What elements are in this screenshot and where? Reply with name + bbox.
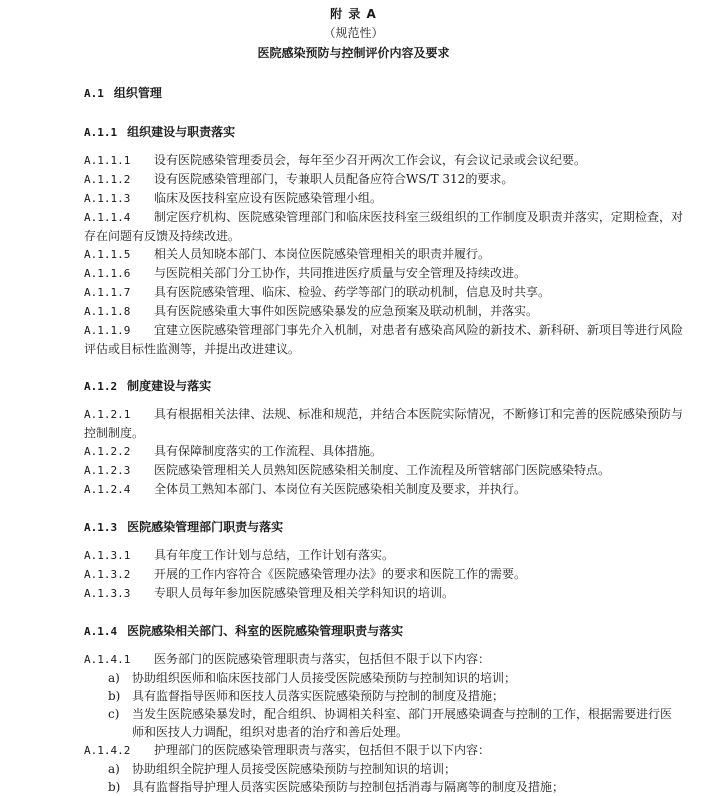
- list-text: 当发生医院感染暴发时，配合组织、协调相关科室、部门开展感染调查与控制的工作，根据需要进行医师和医技人力调配，组织对患者的治疗和善后处理。: [132, 707, 673, 739]
- list-item: [84, 687, 683, 705]
- clause-item: [84, 302, 683, 321]
- clause-text: 全体员工熟知本部门、本岗位有关医院感染相关制度及要求，并执行。: [154, 482, 527, 496]
- clause-number: A.1.2.3: [84, 464, 131, 477]
- section-number: A.1: [84, 87, 104, 100]
- clause-number: A.1.4.2: [84, 744, 131, 757]
- clause-text: 具有医院感染重大事件如医院感染暴发的应急预案及联动机制，并落实。: [154, 304, 539, 318]
- clause-number: A.1.2.4: [84, 483, 131, 496]
- section-title: 组织管理: [113, 86, 162, 100]
- clause-number: A.1.2.1: [84, 408, 131, 421]
- clause-item: [84, 442, 683, 461]
- section-heading: [84, 85, 683, 102]
- clause-number: A.1.1.1: [84, 154, 131, 167]
- subsection-title: 医院感染相关部门、科室的医院感染管理职责与落实: [127, 624, 404, 638]
- subsection-heading: [84, 378, 683, 395]
- clause-number: A.1.2.2: [84, 445, 131, 458]
- clause-item: [84, 741, 683, 760]
- clause-text: 具有医院感染管理、临床、检验、药学等部门的联动机制，信息及时共享。: [154, 285, 551, 299]
- clause-number: A.1.1.4: [84, 211, 131, 224]
- annex-label: 附 录 A: [330, 7, 377, 21]
- list-item: [84, 705, 683, 741]
- clause-text: 具有年度工作计划与总结，工作计划有落实。: [154, 548, 395, 562]
- clause-number: A.1.4.1: [84, 653, 131, 666]
- clause-number: A.1.3.3: [84, 587, 131, 600]
- clause-text: 与医院相关部门分工协作，共同推进医疗质量与安全管理及持续改进。: [154, 266, 527, 280]
- list-item: [84, 669, 683, 687]
- clause-item: [84, 283, 683, 302]
- clause-number: A.1.1.9: [84, 324, 131, 337]
- clause-text: 设有医院感染管理委员会，每年至少召开两次工作会议，有会议记录或会议纪要。: [154, 153, 587, 167]
- clause-item: [84, 461, 683, 480]
- subsection-number: A.1.1: [84, 126, 118, 139]
- clause-number: A.1.1.8: [84, 305, 131, 318]
- clause-number: A.1.1.6: [84, 267, 131, 280]
- clause-text: 专职人员每年参加医院感染管理及相关学科知识的培训。: [154, 586, 455, 600]
- clause-item: [84, 151, 683, 170]
- clause-text: 设有医院感染管理部门，专兼职人员配备应符合WS/T 312的要求。: [154, 172, 514, 186]
- list-text: 协助组织医师和临床医技部门人员接受医院感染预防与控制知识的培训；: [132, 671, 517, 685]
- subsection-number: A.1.2: [84, 380, 118, 393]
- clause-item: [84, 405, 683, 442]
- clause-text: 临床及医技科室应设有医院感染管理小组。: [154, 191, 383, 205]
- clause-item: [84, 264, 683, 283]
- clause-text: 医务部门的医院感染管理职责与落实，包括但不限于以下内容：: [154, 652, 491, 666]
- clause-item: [84, 170, 683, 189]
- list-label: a): [108, 671, 120, 685]
- clause-number: A.1.1.2: [84, 173, 131, 186]
- clause-item: [84, 650, 683, 669]
- subsection-title: 组织建设与职责落实: [127, 125, 236, 139]
- list-label: a): [108, 762, 120, 776]
- clause-text: 制定医疗机构、医院感染管理部门和临床医技科室三级组织的工作制度及职责并落实，定期检查，对存在问题有反馈及持续改进。: [84, 210, 683, 243]
- list-text: 具有监督指导护理人员落实医院感染预防与控制包括消毒与隔离等的制度及措施；: [132, 780, 565, 794]
- clause-number: A.1.1.5: [84, 248, 131, 261]
- clause-text: 宜建立医院感染管理部门事先介入机制，对患者有感染高风险的新技术、新科研、新项目等进行风险评估或目标性监测等，并提出改进建议。: [84, 323, 683, 356]
- clause-item: [84, 565, 683, 584]
- clause-item: [84, 546, 683, 565]
- clause-item: [84, 480, 683, 499]
- subsection-number: A.1.3: [84, 521, 118, 534]
- clause-item: [84, 321, 683, 358]
- clause-text: 相关人员知晓本部门、本岗位医院感染管理相关的职责并履行。: [154, 247, 491, 261]
- clause-item: [84, 245, 683, 264]
- subsection-heading: [84, 124, 683, 141]
- clause-text: 开展的工作内容符合《医院感染管理办法》的要求和医院工作的需要。: [154, 567, 527, 581]
- list-label: b): [108, 689, 121, 703]
- list-label: c): [108, 707, 120, 721]
- subsection-heading: [84, 519, 683, 536]
- subsection-number: A.1.4: [84, 625, 118, 638]
- clause-number: A.1.3.2: [84, 568, 131, 581]
- list-item: [84, 760, 683, 778]
- clause-text: 护理部门的医院感染管理职责与落实，包括但不限于以下内容：: [154, 743, 491, 757]
- clause-item: [84, 208, 683, 245]
- clause-number: A.1.1.7: [84, 286, 131, 299]
- list-text: 协助组织全院护理人员接受医院感染预防与控制知识的培训；: [132, 762, 457, 776]
- subsection-title: 制度建设与落实: [127, 379, 212, 393]
- clause-text: 具有根据相关法律、法规、标准和规范，并结合本医院实际情况，不断修订和完善的医院感染预防与控制制度。: [84, 407, 683, 440]
- annex-title: 医院感染预防与控制评价内容及要求: [257, 46, 450, 60]
- list-text: 具有监督指导医师和医技人员落实医院感染预防与控制的制度及措施；: [132, 689, 505, 703]
- clause-item: [84, 584, 683, 603]
- clause-item: [84, 189, 683, 208]
- clause-number: A.1.1.3: [84, 192, 131, 205]
- clause-text: 具有保障制度落实的工作流程、具体措施。: [154, 444, 383, 458]
- list-label: b): [108, 780, 121, 794]
- list-item: [84, 778, 683, 796]
- annex-normative: （规范性）: [323, 26, 384, 40]
- clause-text: 医院感染管理相关人员熟知医院感染相关制度、工作流程及所管辖部门医院感染特点。: [154, 463, 611, 477]
- clause-number: A.1.3.1: [84, 549, 131, 562]
- subsection-title: 医院感染管理部门职责与落实: [127, 520, 284, 534]
- subsection-heading: [84, 623, 683, 640]
